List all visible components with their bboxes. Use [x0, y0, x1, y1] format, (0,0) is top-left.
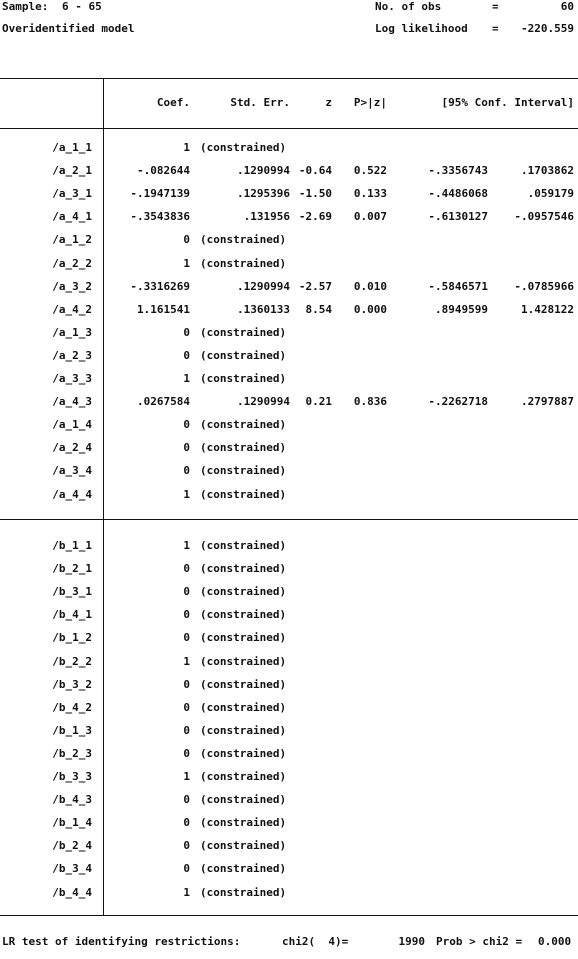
cell-name: /a_2_2	[52, 256, 92, 270]
cell-z: 0.21	[305, 395, 332, 409]
table-row	[0, 812, 578, 835]
cell-name: /b_4_3	[52, 793, 92, 807]
table-row	[0, 484, 578, 507]
cell-constrained-note: (constrained)	[200, 372, 287, 385]
cell-coef: 0	[183, 700, 190, 714]
col-header-pvalue: P>|z|	[353, 96, 387, 109]
cell-name: /b_2_1	[52, 562, 92, 576]
cell-coef: -.3316269	[130, 279, 190, 293]
chi2-value: 1990	[398, 935, 425, 948]
cell-coef: 0	[183, 746, 190, 760]
cell-coef: -.1947139	[130, 187, 190, 201]
cell-p: 0.010	[353, 279, 387, 293]
cell-name: /a_2_4	[52, 441, 92, 455]
cell-name: /b_2_4	[52, 839, 92, 853]
column-header-row	[0, 92, 578, 115]
cell-coef: 0	[183, 839, 190, 853]
section-separator-rule	[0, 519, 578, 520]
cell-name: /a_3_2	[52, 279, 92, 293]
cell-z: -2.57	[298, 279, 332, 293]
table-row	[0, 253, 578, 276]
nobs-equals: =	[492, 0, 499, 13]
cell-name: /a_1_2	[52, 233, 92, 247]
sample-label: Sample:	[2, 0, 49, 13]
nobs-label: No. of obs	[375, 0, 442, 13]
cell-name: /a_3_1	[52, 187, 92, 201]
cell-lo: -.3356743	[428, 164, 488, 178]
cell-name: /b_1_1	[52, 539, 92, 552]
cell-coef: 1.161541	[137, 302, 190, 316]
cell-constrained-note: (constrained)	[200, 862, 287, 876]
cell-constrained-note: (constrained)	[200, 700, 287, 714]
table-row	[0, 627, 578, 650]
cell-name: /b_2_2	[52, 654, 92, 668]
cell-coef: 1	[183, 256, 190, 270]
cell-coef: 1	[183, 372, 190, 385]
table-row	[0, 137, 578, 160]
cell-constrained-note: (constrained)	[200, 654, 287, 668]
cell-name: /a_2_1	[52, 164, 92, 178]
cell-name: /a_3_4	[52, 464, 92, 478]
cell-constrained-note: (constrained)	[200, 839, 287, 853]
cell-z: -1.50	[298, 187, 332, 201]
cell-coef: 0	[183, 723, 190, 737]
cell-coef: 0	[183, 418, 190, 432]
cell-name: /a_1_1	[52, 141, 92, 154]
cell-lo: .8949599	[435, 302, 488, 316]
cell-coef: 0	[183, 233, 190, 247]
table-row	[0, 766, 578, 789]
cell-se: .1290994	[237, 164, 290, 178]
cell-constrained-note: (constrained)	[200, 441, 287, 455]
table-row	[0, 299, 578, 322]
cell-coef: 0	[183, 441, 190, 455]
cell-constrained-note: (constrained)	[200, 233, 287, 247]
cell-coef: 0	[183, 793, 190, 807]
table-row	[0, 674, 578, 697]
cell-constrained-note: (constrained)	[200, 885, 287, 899]
model-label: Overidentified model	[2, 22, 135, 35]
cell-name: /b_3_3	[52, 770, 92, 783]
table-row	[0, 535, 578, 558]
cell-name: /b_1_4	[52, 816, 92, 830]
cell-constrained-note: (constrained)	[200, 539, 287, 552]
table-row	[0, 581, 578, 604]
table-row	[0, 604, 578, 627]
cell-coef: 0	[183, 608, 190, 622]
cell-hi: 1.428122	[521, 302, 574, 316]
sample-value: 6 - 65	[62, 0, 102, 13]
cell-lo: -.5846571	[428, 279, 488, 293]
cell-name: /b_4_1	[52, 608, 92, 622]
table-row	[0, 276, 578, 299]
cell-hi: .059179	[527, 187, 574, 201]
cell-constrained-note: (constrained)	[200, 816, 287, 830]
chi2-label: chi2( 4)=	[282, 935, 349, 948]
cell-hi: -.0785966	[514, 279, 574, 293]
cell-se: .131956	[243, 210, 290, 224]
cell-name: /b_3_2	[52, 677, 92, 691]
cell-coef: -.3543836	[130, 210, 190, 224]
table-row	[0, 322, 578, 345]
cell-z: -0.64	[298, 164, 332, 178]
header-separator-rule	[0, 128, 578, 129]
cell-hi: -.0957546	[514, 210, 574, 224]
cell-name: /a_1_3	[52, 325, 92, 339]
cell-name: /a_2_3	[52, 348, 92, 362]
table-row	[0, 437, 578, 460]
lr-test-label: LR test of identifying restrictions:	[2, 935, 241, 948]
table-row	[0, 835, 578, 858]
table-row	[0, 160, 578, 183]
cell-constrained-note: (constrained)	[200, 256, 287, 270]
cell-coef: 1	[183, 654, 190, 668]
table-top-rule	[0, 78, 578, 79]
loglik-label: Log likelihood	[375, 22, 468, 35]
cell-p: 0.836	[353, 395, 387, 409]
cell-name: /a_4_3	[52, 395, 92, 409]
cell-coef: 0	[183, 325, 190, 339]
cell-name: /a_4_4	[52, 487, 92, 501]
cell-constrained-note: (constrained)	[200, 723, 287, 737]
cell-name: /a_1_4	[52, 418, 92, 432]
cell-name: /b_3_4	[52, 862, 92, 876]
cell-se: .1295396	[237, 187, 290, 201]
cell-lo: -.4486068	[428, 187, 488, 201]
cell-coef: 0	[183, 585, 190, 599]
cell-constrained-note: (constrained)	[200, 770, 287, 783]
cell-coef: 1	[183, 539, 190, 552]
cell-constrained-note: (constrained)	[200, 418, 287, 432]
cell-constrained-note: (constrained)	[200, 464, 287, 478]
cell-p: 0.133	[353, 187, 387, 201]
cell-coef: 1	[183, 141, 190, 154]
cell-coef: 1	[183, 770, 190, 783]
cell-coef: 0	[183, 862, 190, 876]
cell-coef: .0267584	[137, 395, 190, 409]
cell-coef: 1	[183, 487, 190, 501]
cell-hi: .1703862	[521, 164, 574, 178]
cell-constrained-note: (constrained)	[200, 141, 287, 154]
cell-p: 0.007	[353, 210, 387, 224]
table-row	[0, 720, 578, 743]
cell-constrained-note: (constrained)	[200, 487, 287, 501]
cell-constrained-note: (constrained)	[200, 562, 287, 576]
table-row	[0, 414, 578, 437]
cell-name: /b_1_2	[52, 631, 92, 645]
table-row	[0, 229, 578, 252]
cell-constrained-note: (constrained)	[200, 793, 287, 807]
cell-constrained-note: (constrained)	[200, 585, 287, 599]
table-row	[0, 651, 578, 674]
cell-coef: 0	[183, 631, 190, 645]
table-row	[0, 858, 578, 881]
cell-name: /b_2_3	[52, 746, 92, 760]
cell-name: /b_1_3	[52, 723, 92, 737]
cell-se: .1290994	[237, 395, 290, 409]
table-row	[0, 460, 578, 483]
cell-coef: 1	[183, 885, 190, 899]
cell-coef: -.082644	[137, 164, 190, 178]
col-header-coef: Coef.	[156, 96, 190, 109]
cell-coef: 0	[183, 677, 190, 691]
loglik-equals: =	[492, 22, 499, 35]
cell-coef: 0	[183, 348, 190, 362]
table-row	[0, 558, 578, 581]
cell-z: -2.69	[298, 210, 332, 224]
cell-constrained-note: (constrained)	[200, 677, 287, 691]
table-row	[0, 882, 578, 905]
cell-se: .1290994	[237, 279, 290, 293]
col-header-stderr: Std. Err.	[230, 96, 290, 109]
col-header-z: z	[325, 96, 332, 109]
table-row	[0, 206, 578, 229]
table-row	[0, 789, 578, 812]
table-row	[0, 183, 578, 206]
cell-se: .1360133	[237, 302, 290, 316]
cell-name: /a_4_2	[52, 302, 92, 316]
cell-name: /b_4_4	[52, 885, 92, 899]
cell-constrained-note: (constrained)	[200, 348, 287, 362]
cell-name: /b_4_2	[52, 700, 92, 714]
cell-hi: .2797887	[521, 395, 574, 409]
cell-coef: 0	[183, 562, 190, 576]
table-row	[0, 697, 578, 720]
cell-lo: -.2262718	[428, 395, 488, 409]
cell-name: /a_4_1	[52, 210, 92, 224]
cell-lo: -.6130127	[428, 210, 488, 224]
cell-name: /a_3_3	[52, 372, 92, 385]
loglik-value: -220.559	[521, 22, 574, 35]
cell-coef: 0	[183, 464, 190, 478]
cell-constrained-note: (constrained)	[200, 325, 287, 339]
cell-p: 0.000	[353, 302, 387, 316]
cell-coef: 0	[183, 816, 190, 830]
cell-constrained-note: (constrained)	[200, 608, 287, 622]
table-row	[0, 368, 578, 391]
cell-constrained-note: (constrained)	[200, 631, 287, 645]
cell-p: 0.522	[353, 164, 387, 178]
cell-z: 8.54	[305, 302, 332, 316]
prob-label: Prob > chi2 =	[436, 935, 523, 948]
table-row	[0, 743, 578, 766]
col-header-conf-interval: [95% Conf. Interval]	[441, 96, 574, 109]
cell-name: /b_3_1	[52, 585, 92, 599]
prob-value: 0.000	[538, 935, 572, 948]
table-row	[0, 345, 578, 368]
table-row	[0, 391, 578, 414]
table-bottom-rule	[0, 915, 578, 916]
cell-constrained-note: (constrained)	[200, 746, 287, 760]
nobs-value: 60	[560, 0, 574, 13]
